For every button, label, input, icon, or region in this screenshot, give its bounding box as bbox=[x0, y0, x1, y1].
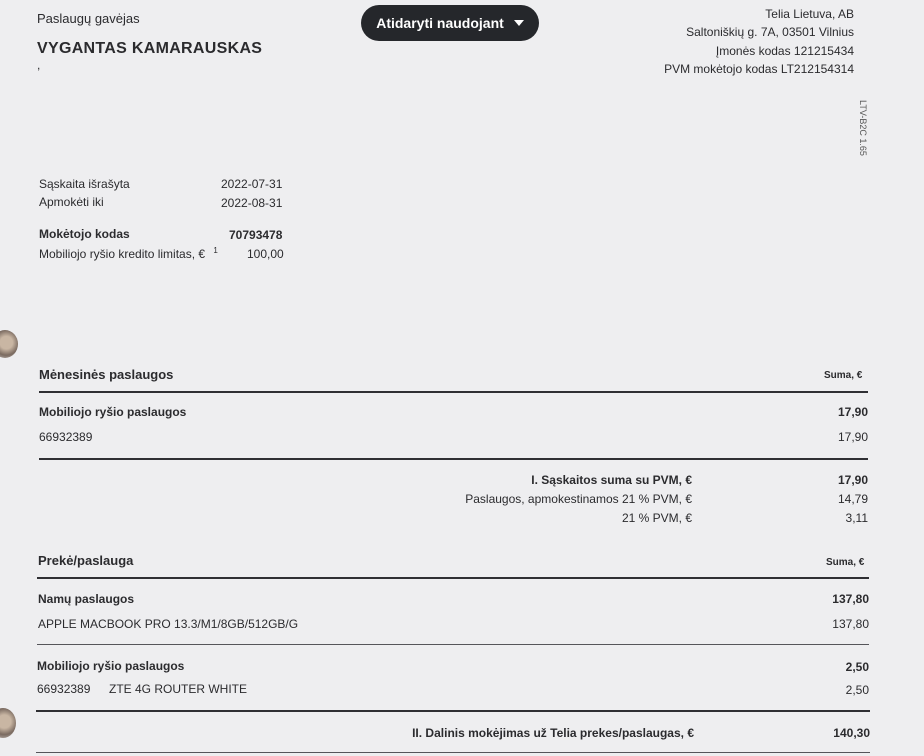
monthly-line-number: 66932389 bbox=[39, 430, 93, 444]
credit-limit-text: Mobiliojo ryšio kredito limitas, € bbox=[39, 247, 206, 261]
total-with-vat-label: I. Sąskaitos suma su PVM, € bbox=[531, 473, 692, 487]
due-value: 2022-08-31 bbox=[221, 196, 283, 210]
goods-header-divider bbox=[37, 577, 869, 579]
goods-mobile-value: 2,50 bbox=[845, 660, 869, 674]
payer-code-value: 70793478 bbox=[229, 228, 283, 242]
finger-thumb bbox=[0, 330, 18, 358]
monthly-header-divider bbox=[39, 391, 868, 393]
goods-mobile-label: Mobiliojo ryšio paslaugos bbox=[37, 659, 185, 673]
company-vat-code: PVM mokėtojo kodas LT212154314 bbox=[664, 62, 854, 76]
home-services-label: Namų paslaugos bbox=[38, 592, 135, 606]
payer-code-label: Mokėtojo kodas bbox=[39, 227, 130, 241]
macbook-item-value: 137,80 bbox=[832, 617, 869, 631]
credit-limit-value: 100,00 bbox=[247, 247, 284, 261]
monthly-line-value: 17,90 bbox=[837, 430, 868, 444]
vat-label: 21 % PVM, € bbox=[621, 511, 692, 525]
macbook-item-label: APPLE MACBOOK PRO 13.3/M1/8GB/512GB/G bbox=[38, 617, 299, 631]
company-name: Telia Lietuva, AB bbox=[765, 7, 854, 21]
partial-payment-value: 140,30 bbox=[833, 726, 870, 740]
taxed-services-label: Paslaugos, apmokestinamos 21 % PVM, € bbox=[465, 492, 692, 506]
partial-payment-label: II. Dalinis mokėjimas už Telia prekes/paslaugas, € bbox=[412, 726, 694, 740]
taxed-services-value: 14,79 bbox=[837, 492, 868, 506]
monthly-mobile-value: 17,90 bbox=[837, 405, 868, 419]
open-with-button[interactable] bbox=[361, 5, 539, 41]
recipient-label: Paslaugų gavėjas bbox=[37, 11, 140, 26]
due-label: Apmokėti iki bbox=[39, 195, 104, 209]
goods-lines-divider bbox=[36, 710, 870, 712]
router-item-label: ZTE 4G ROUTER WHITE bbox=[109, 682, 247, 696]
goods-sum-header: Suma, € bbox=[826, 557, 865, 568]
issued-label: Sąskaita išrašyta bbox=[39, 177, 130, 191]
document-code: LTV-B2C 1.65 bbox=[858, 100, 868, 156]
vat-value: 3,11 bbox=[845, 511, 868, 525]
monthly-sum-header: Suma, € bbox=[824, 370, 863, 381]
home-services-value: 137,80 bbox=[832, 592, 869, 606]
company-address: Saltoniškių g. 7A, 03501 Vilnius bbox=[686, 25, 854, 39]
monthly-mobile-label: Mobiliojo ryšio paslaugos bbox=[39, 405, 187, 419]
finger-thumb bbox=[0, 708, 16, 738]
issued-value: 2022-07-31 bbox=[221, 177, 283, 191]
goods-section-title: Prekė/paslauga bbox=[38, 553, 134, 568]
router-item-value: 2,50 bbox=[845, 683, 869, 697]
caret-down-icon bbox=[514, 20, 524, 26]
open-with-label: Atidaryti naudojant bbox=[376, 15, 504, 31]
goods-group-divider bbox=[37, 644, 869, 645]
monthly-lines-divider bbox=[39, 458, 868, 460]
company-code: Įmonės kodas 121215434 bbox=[715, 44, 854, 58]
credit-limit-label bbox=[39, 246, 218, 261]
total-with-vat-value: 17,90 bbox=[837, 473, 868, 487]
router-number: 66932389 bbox=[37, 682, 91, 696]
credit-limit-footnote: 1 bbox=[213, 246, 218, 255]
recipient-extra: , bbox=[37, 58, 41, 72]
monthly-section-title: Mėnesinės paslaugos bbox=[39, 367, 174, 382]
partial-payment-divider bbox=[36, 752, 870, 753]
recipient-name: VYGANTAS KAMARAUSKAS bbox=[37, 40, 263, 57]
